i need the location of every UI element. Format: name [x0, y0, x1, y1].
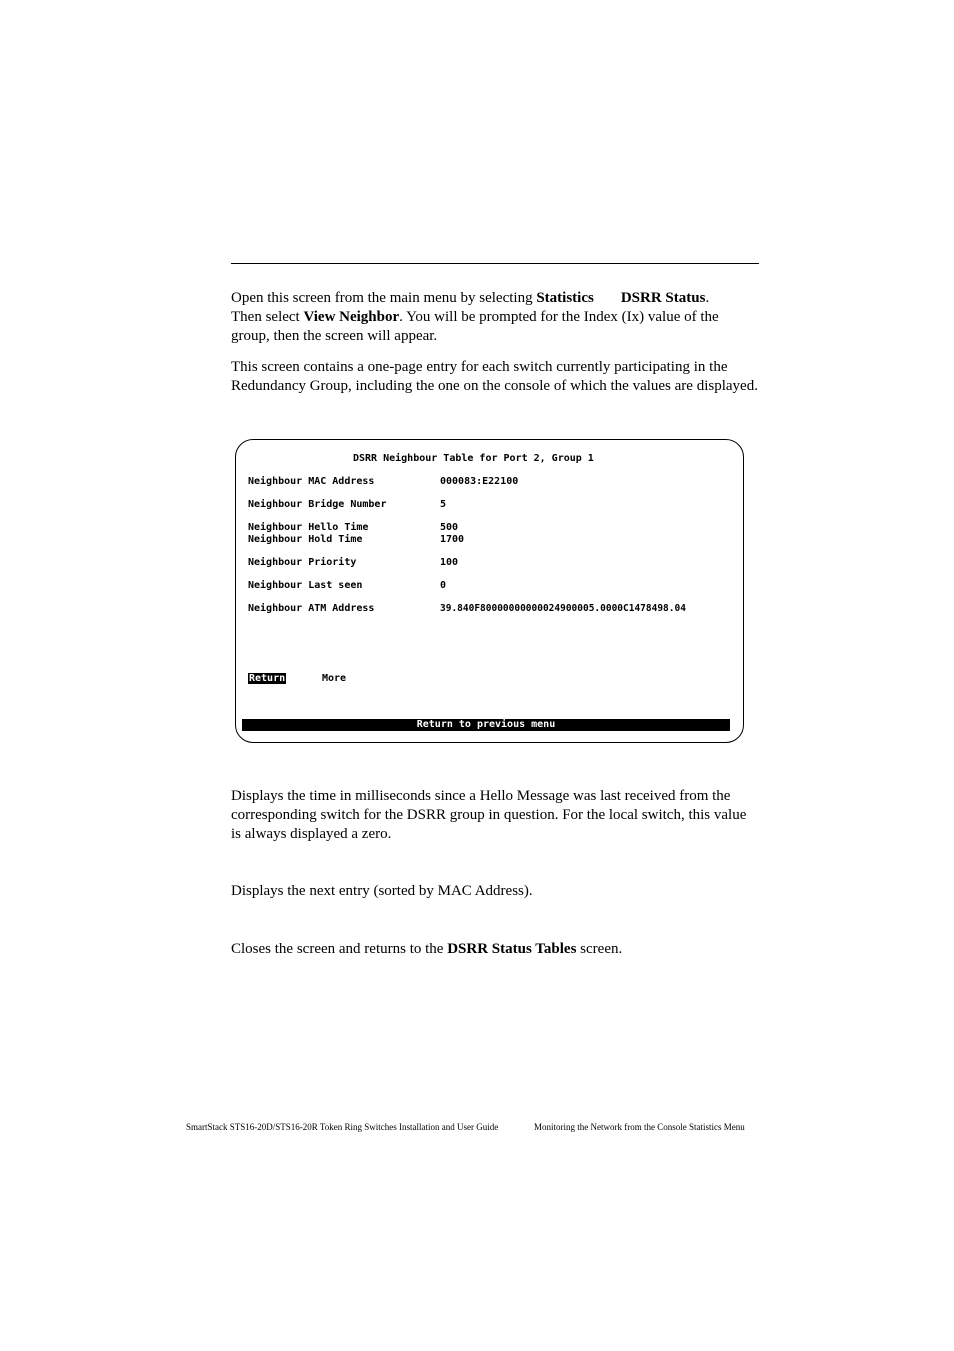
intro-text: . You will be prompted for the Index (Ix) value of the group, then the screen will appear.	[231, 309, 719, 344]
field-label-priority: Neighbour Priority	[248, 557, 357, 568]
intro-paragraph-1	[231, 289, 759, 346]
field-label-atm: Neighbour ATM Address	[248, 603, 375, 614]
field-value-hold: 1700	[440, 534, 465, 545]
return-description-text: Closes the screen and returns to the	[231, 941, 448, 957]
intro-text: Then select	[231, 309, 304, 325]
field-value-atm: 39.840F80000000000024900005.0000C1478498.04	[440, 603, 686, 614]
return-description-text: screen.	[576, 941, 623, 957]
field-value-priority: 100	[440, 557, 459, 568]
intro-text: .	[705, 290, 710, 306]
field-label-bridge: Neighbour Bridge Number	[248, 499, 387, 510]
section-rule	[231, 263, 759, 264]
field-label-last-seen: Neighbour Last seen	[248, 580, 363, 591]
field-label-hold: Neighbour Hold Time	[248, 534, 363, 545]
field-label-mac: Neighbour MAC Address	[248, 476, 375, 487]
field-value-mac: 000083:E22100	[440, 476, 519, 487]
field-value-last-seen: 0	[440, 580, 447, 591]
field-label-hello: Neighbour Hello Time	[248, 522, 369, 533]
more-description: Displays the next entry (sorted by MAC Address).	[231, 883, 533, 899]
console-title: DSRR Neighbour Table for Port 2, Group 1	[353, 453, 594, 464]
last-seen-description: Displays the time in milliseconds since a Hello Message was last received from the corresponding switch for the DSRR group in question. For the local switch, this value is always displayed a zero.	[231, 788, 747, 842]
more-option[interactable]: More	[322, 673, 347, 684]
return-option[interactable]: Return	[249, 673, 286, 684]
footer-guide-title: SmartStack STS16-20D/STS16-20R Token Ring Switches Installation and User Guide	[186, 1122, 499, 1132]
menu-path-statistics: Statistics	[536, 290, 594, 306]
field-value-bridge: 5	[440, 499, 447, 510]
footer-chapter-title: Monitoring the Network from the Console Statistics Menu	[534, 1122, 745, 1132]
intro-paragraph-2: This screen contains a one-page entry for each switch currently participating in the Redundancy Group, including the one on the console of which the values are displayed.	[231, 359, 758, 394]
status-bar	[242, 719, 730, 731]
dsrr-status-tables-ref: DSRR Status Tables	[447, 941, 577, 957]
return-description	[231, 940, 759, 959]
field-value-hello: 500	[440, 522, 459, 533]
status-text: Return to previous menu	[416, 719, 556, 730]
intro-text: Open this screen from the main menu by selecting	[231, 290, 537, 306]
menu-path-dsrr-status: DSRR Status	[620, 290, 706, 306]
menu-path-view-neighbor: View Neighbor	[303, 309, 400, 325]
